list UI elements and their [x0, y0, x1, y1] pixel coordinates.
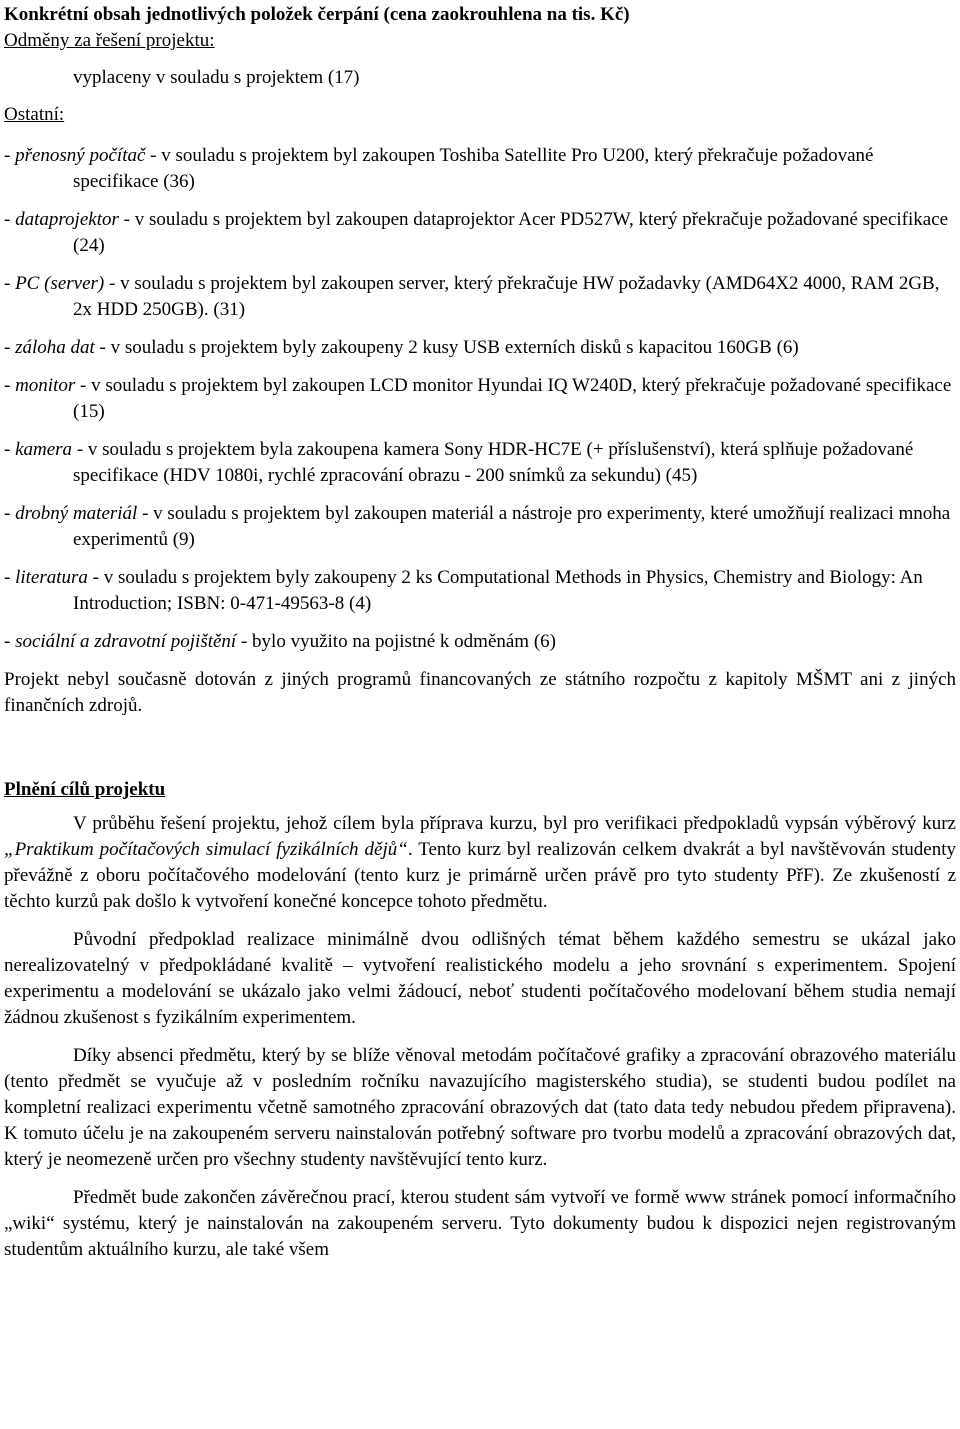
paragraph — [4, 811, 956, 915]
item-term: záloha dat — [15, 337, 95, 358]
paragraph-text: . Tento kurz byl realizován celkem dvakrát a byl navštěvován studenty převážně z oboru počítačového modelování (tento kurz je primárně určen právě pro tyto studenty PřF). Ze zkušeností z těchto kurzů pak došlo k vytvoření konečné koncepce tohoto předmětu. — [4, 839, 956, 912]
item-text: - v souladu s projektem byl zakoupen LCD monitor Hyundai IQ W240D, který překračuje požadované specifikace (15) — [73, 375, 952, 422]
paragraph: Předmět bude zakončen závěrečnou prací, kterou student sám vytvoří ve formě www stránek pomocí informačního „wiki“ systému, který je nainstalován na zakoupeném serveru. Tyto dokumenty budou k dispozici nejen registrovaným studentům aktuálního kurzu, ale také všem — [4, 1187, 956, 1260]
list-item: - kamera - v souladu s projektem byla zakoupena kamera Sony HDR-HC7E (+ příslušenství), která splňuje požadované specifikace (HDV 1080i, rychlé zpracování obrazu - 200 snímků za sekundu) (45) — [4, 439, 914, 486]
odmeny-label: Odměny za řešení projektu: — [4, 30, 215, 51]
item-term: dataprojektor — [15, 209, 119, 230]
item-term: PC (server) — [15, 273, 105, 294]
item-term: monitor — [15, 375, 76, 396]
funding-note: Projekt nebyl současně dotován z jiných programů financovaných ze státního rozpočtu z kapitoly MŠMT ani z jiných finančních zdrojů. — [4, 669, 956, 716]
item-text: - v souladu s projektem byly zakoupeny 2 ks Computational Methods in Physics, Chemistry and Biology: An Introduction; ISBN: 0-471-49563-8 (4) — [73, 567, 923, 614]
list-item: - přenosný počítač - v souladu s projektem byl zakoupen Toshiba Satellite Pro U200, který překračuje požadované specifikace (36) — [4, 145, 874, 192]
item-text: - bylo využito na pojistné k odměnám (6) — [236, 631, 556, 652]
item-term: sociální a zdravotní pojištění — [15, 631, 237, 652]
list-item: - drobný materiál - v souladu s projektem byl zakoupen materiál a nástroje pro experimenty, které umožňují realizaci mnoha experimentů (9) — [4, 503, 951, 550]
odmeny-text: vyplaceny v souladu s projektem (17) — [73, 67, 360, 88]
item-term: přenosný počítač — [15, 145, 146, 166]
list-item: - monitor - v souladu s projektem byl zakoupen LCD monitor Hyundai IQ W240D, který překračuje požadované specifikace (15) — [4, 375, 952, 422]
list-item: - dataprojektor - v souladu s projektem byl zakoupen dataprojektor Acer PD527W, který překračuje požadované specifikace (24) — [4, 209, 949, 256]
item-text: - v souladu s projektem byla zakoupena kamera Sony HDR-HC7E (+ příslušenství), která splňuje požadované specifikace (HDV 1080i, rychlé zpracování obrazu - 200 snímků za sekundu) (45) — [72, 439, 914, 486]
item-term: drobný materiál — [15, 503, 138, 524]
item-term: literatura — [15, 567, 88, 588]
ostatni-label: Ostatní: — [4, 104, 65, 125]
item-term: kamera — [15, 439, 73, 460]
item-text: - v souladu s projektem byly zakoupeny 2 kusy USB externích disků s kapacitou 160GB (6) — [94, 337, 799, 358]
paragraph-text: V průběhu řešení projektu, jehož cílem byla příprava kurzu, byl pro verifikaci předpokladů vypsán výběrový kurz — [73, 813, 956, 834]
section-heading: Konkrétní obsah jednotlivých položek čerpání (cena zaokrouhlena na tis. Kč) — [4, 4, 630, 25]
item-text: - v souladu s projektem byl zakoupen server, který překračuje HW požadavky (AMD64X2 4000, RAM 2GB, 2x HDD 250GB). (31) — [73, 273, 940, 320]
paragraph: Původní předpoklad realizace minimálně dvou odlišných témat během každého semestru se ukázal jako nerealizovatelný v předpokládané kvalitě – vytvoření realistického modelu a jeho srovnání s experimentem. Spojení experimentu a modelování se ukázalo jako velmi žádoucí, neboť studenti počítačového modelovaní během studia nemají žádnou zkušenost s fyzikálním experimentem. — [4, 929, 956, 1028]
list-item: - záloha dat - v souladu s projektem byly zakoupeny 2 kusy USB externích disků s kapacitou 160GB (6) — [4, 337, 799, 358]
item-text: - v souladu s projektem byl zakoupen Toshiba Satellite Pro U200, který překračuje požadované specifikace (36) — [73, 145, 874, 192]
item-text: - v souladu s projektem byl zakoupen materiál a nástroje pro experimenty, které umožňují realizaci mnoha experimentů (9) — [73, 503, 951, 550]
list-item: - literatura - v souladu s projektem byly zakoupeny 2 ks Computational Methods in Physics, Chemistry and Biology: An Introduction; ISBN: 0-471-49563-8 (4) — [4, 567, 923, 614]
course-title: „Praktikum počítačových simulací fyzikálních dějů“ — [4, 839, 408, 860]
section-title: Plnění cílů projektu — [4, 779, 166, 800]
list-item: - sociální a zdravotní pojištění - bylo využito na pojistné k odměnám (6) — [4, 631, 556, 652]
item-text: - v souladu s projektem byl zakoupen dataprojektor Acer PD527W, který překračuje požadované specifikace (24) — [73, 209, 949, 256]
list-item: - PC (server) - v souladu s projektem byl zakoupen server, který překračuje HW požadavky (AMD64X2 4000, RAM 2GB, 2x HDD 250GB). (31) — [4, 273, 940, 320]
paragraph: Díky absenci předmětu, který by se blíže věnoval metodám počítačové grafiky a zpracování obrazového materiálu (tento předmět se vyučuje až v posledním ročníku navazujícího magisterského studia), se studenti budou podílet na kompletní realizaci experimentu včetně samotného zpracování obrazových dat (tato data tedy nebudou předem připravena). K tomuto účelu je na zakoupeném serveru nainstalován potřebný software pro tvorbu modelů a zpracování obrazových dat, který je neomezeně určen pro všechny studenty navštěvující tento kurz. — [4, 1045, 956, 1170]
expense-list — [4, 143, 956, 655]
